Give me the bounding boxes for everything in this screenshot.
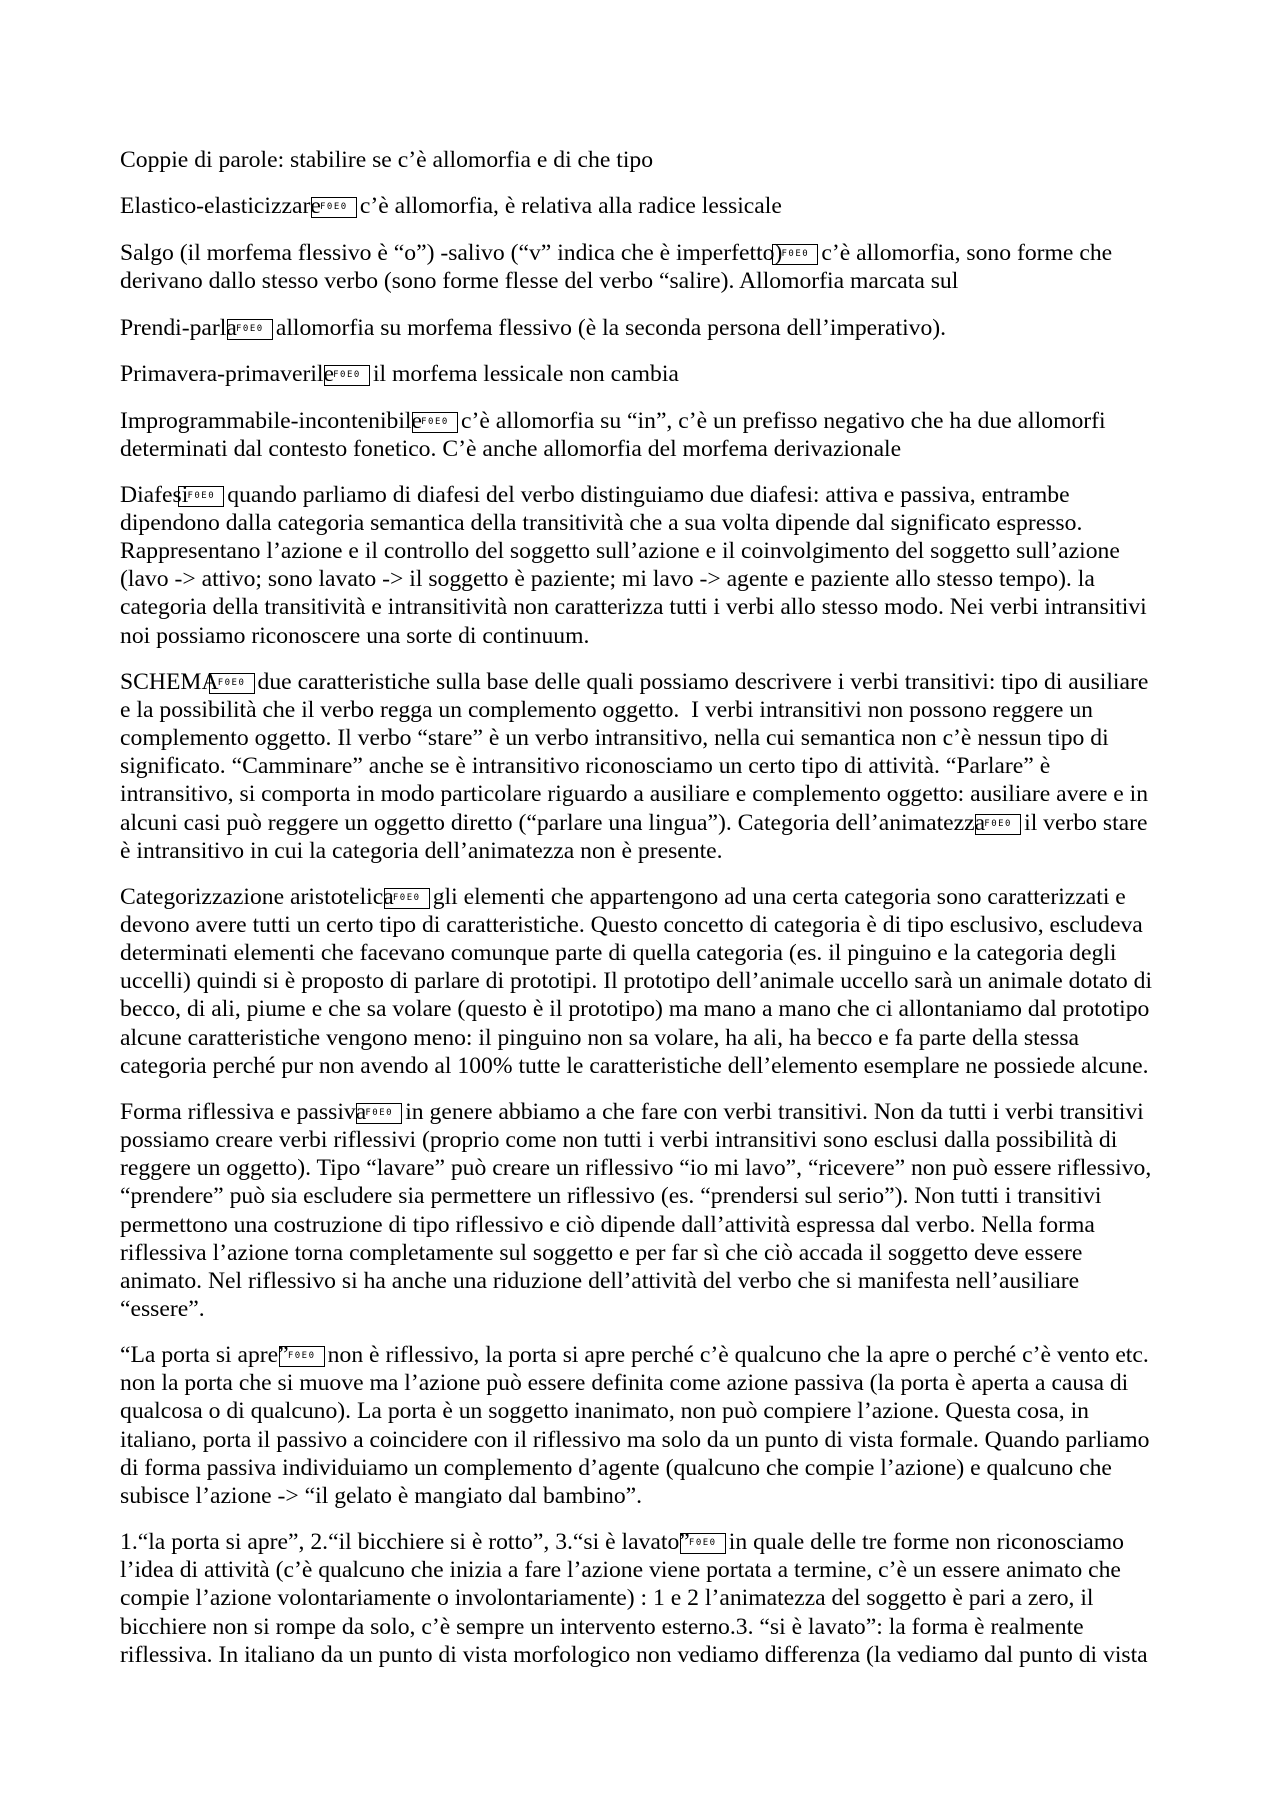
text-line: complemento oggetto. Il verbo “stare” è un verbo intransitivo, nella cui semantica non c’è nessun tipo di: [120, 725, 1109, 752]
text-line: riflessiva l’azione torna completamente sul soggetto e per far sì che ciò accada il soggetto deve essere: [120, 1239, 1083, 1266]
text-line: permettono una costruzione di tipo riflessivo e ciò dipende dall’attività espressa dal verbo. Nella forma: [120, 1211, 1095, 1238]
line-text-before: SCHEMA: [120, 669, 219, 696]
text-line: animato. Nel riflessivo si ha anche una riduzione dell’attività del verbo che si manifesta nell’ausiliare: [120, 1267, 1080, 1294]
text-line: devono avere tutti un certo tipo di caratteristiche. Questo concetto di categoria è di tipo esclusivo, escludeva: [120, 912, 1143, 939]
text-line: [120, 668, 1280, 696]
pair-primavera: [120, 360, 1280, 388]
text-line: determinati elementi che facevano comunque parte di quella categoria (es. il pinguino e la categoria degli: [120, 940, 1117, 967]
text-line: italiano, porta il passivo a coincidere con il riflessivo ma solo da un punto di vista formale. Quando parliamo: [120, 1426, 1150, 1453]
text-line: noi possiamo riconoscere una sorte di continuum.: [120, 622, 590, 649]
text-line: e la possibilità che il verbo regga un complemento oggetto. I verbi intransitivi non possono reggere un: [120, 697, 1093, 724]
text-line: [120, 1098, 1280, 1126]
text-line: Coppie di parole: stabilire se c’è allomorfia e di che tipo: [120, 147, 654, 173]
line-text-before: Improgrammabile-incontenibile: [120, 407, 422, 434]
line-text-before: Salgo (il morfema flessivo è “o”) -salivo (“v” indica che è imperfetto): [120, 239, 783, 266]
text-line: derivano dallo stesso verbo (sono forme flesse del verbo “salire). Allomorfia marcata sul: [120, 268, 959, 295]
text-line: becco, di ali, piume e che sa volare (questo è il prototipo) ma mano a mano che ci allontaniamo dal prototipo: [120, 996, 1150, 1023]
text-line: (lavo -> attivo; sono lavato -> il soggetto è paziente; mi lavo -> agente e paziente allo stesso tempo). la: [120, 566, 1095, 593]
text-line: intransitivo, si comporta in modo particolare riguardo a ausiliare e complemento oggetto: ausiliare avere e in: [120, 781, 1149, 808]
section-la-porta: [120, 1341, 1280, 1510]
section-schema: [120, 668, 1280, 865]
pair-elastico: [120, 192, 1280, 220]
text-line: [120, 360, 1280, 388]
text-line: [120, 192, 1280, 220]
missing-glyph-icon: F0E0: [279, 1346, 325, 1367]
text-line: non la porta che si muove ma l’azione può essere definita come azione passiva (la porta è aperta a causa di: [120, 1370, 1129, 1397]
text-line: “prendere” può sia escludere sia permettere un riflessivo (es. “prendersi sul serio”). Non tutti i transitivi: [120, 1183, 1102, 1210]
line-text-after: gli elementi che appartengono ad una certa categoria sono caratterizzati e: [432, 884, 1126, 911]
text-line: riflessiva. In italiano da un punto di vista morfologico non vediamo differenza (la vediamo dal punto di vista: [120, 1641, 1148, 1668]
line-text-after: non è riflessivo, la porta si apre perché c’è qualcuno che la apre o perché c’è vento etc.: [327, 1342, 1149, 1369]
text-line: è intransitivo in cui la categoria dell’animatezza non è presente.: [120, 837, 723, 864]
text-line: compie l’azione volontariamente o involontariamente) : 1 e 2 l’animatezza del soggetto è pari a zero, il: [120, 1585, 1094, 1612]
section-diafesi: [120, 481, 1280, 650]
line-text-before: Categorizzazione aristotelica: [120, 884, 394, 911]
text-line: bicchiere non si rompe da solo, c’è sempre un intervento esterno.3. “si è lavato”: la forma è realmente: [120, 1613, 1084, 1640]
text-line: [120, 481, 1280, 509]
line-text-after: in quale delle tre forme non riconosciamo: [728, 1529, 1124, 1556]
section-esempi: [120, 1528, 1280, 1668]
pair-salgo: [120, 239, 1280, 295]
line-text-after: due caratteristiche sulla base delle quali possiamo descrivere i verbi transitivi: tipo di ausiliare: [257, 669, 1149, 696]
line-text-before: Prendi-parla: [120, 314, 237, 341]
line-text-before: Diafesi: [120, 482, 189, 509]
line-text-before: Forma riflessiva e passiva: [120, 1099, 367, 1126]
text-line: [120, 407, 1280, 435]
text-line: qualcosa o di qualcuno). La porta è un soggetto inanimato, non può compiere l’azione. Questa cosa, in: [120, 1398, 1089, 1425]
text-line: [120, 239, 1280, 267]
missing-glyph-icon: F0E0: [975, 814, 1021, 835]
line-text-before: 1.“la porta si apre”, 2.“il bicchiere si è rotto”, 3.“si è lavato”: [120, 1529, 690, 1556]
missing-glyph-icon: F0E0: [227, 319, 273, 340]
text-line: alcune caratteristiche vengono meno: il pinguino non sa volare, ha ali, ha becco e fa parte della stessa: [120, 1024, 1080, 1051]
text-line: [120, 883, 1280, 911]
missing-glyph-icon: F0E0: [311, 197, 357, 218]
line-text-after: allomorfia su morfema flessivo (è la seconda persona dell’imperativo).: [275, 314, 947, 341]
line-text-before: “La porta si apre”: [120, 1342, 289, 1369]
missing-glyph-icon: F0E0: [680, 1533, 726, 1554]
missing-glyph-icon: F0E0: [324, 365, 370, 386]
line-text-after: c’è allomorfia, è relativa alla radice lessicale: [359, 193, 782, 220]
missing-glyph-icon: F0E0: [384, 888, 430, 909]
text-line: [120, 1341, 1280, 1369]
text-line: categoria della transitività e intransitività non caratterizza tutti i verbi allo stesso modo. Nei verbi intransitivi: [120, 594, 1147, 621]
text-line: [120, 314, 1280, 342]
line-text-before: alcuni casi può reggere un oggetto diretto (“parlare una lingua”). Categoria dell’animatezza: [120, 809, 986, 836]
text-line: Rappresentano l’azione e il controllo del soggetto sull’azione e il coinvolgimento del soggetto sull’azione: [120, 538, 1120, 565]
text-line: possiamo creare verbi riflessivi (proprio come non tutti i verbi intransitivi sono esclusi dalla possibilità di: [120, 1127, 1118, 1154]
text-line: significato. “Camminare” anche se è intransitivo riconosciamo un certo tipo di attività. “Parlare” è: [120, 753, 1051, 780]
line-text-after: c’è allomorfia, sono forme che: [821, 239, 1113, 266]
missing-glyph-icon: F0E0: [772, 244, 818, 265]
line-text-after: il verbo stare: [1024, 809, 1148, 836]
text-line: [120, 809, 1280, 837]
text-line: categoria perché pur non avendo al 100% tutte le caratteristiche dell’elemento esemplare ne possiede alcune.: [120, 1052, 1149, 1079]
line-text-after: quando parliamo di diafesi del verbo distinguiamo due diafesi: attiva e passiva, entrambe: [227, 482, 1070, 509]
line-text-after: il morfema lessicale non cambia: [372, 361, 679, 388]
text-line: di forma passiva individuiamo un complemento d’agente (qualcuno che compie l’azione) e qualcuno che: [120, 1454, 1112, 1481]
text-line: determinati dal contesto fonetico. C’è anche allomorfia del morfema derivazionale: [120, 435, 902, 462]
missing-glyph-icon: F0E0: [209, 673, 255, 694]
line-text-before: Primavera-primaverile: [120, 361, 334, 388]
missing-glyph-icon: F0E0: [178, 486, 224, 507]
section-categorizzazione: [120, 883, 1280, 1080]
line-text-before: Elastico-elasticizzare: [120, 193, 321, 220]
text-line: dipendono dalla categoria semantica della transitività che a sua volta dipende dal significato espresso.: [120, 510, 1083, 537]
text-line: [120, 1528, 1280, 1556]
text-line: uccelli) quindi si è proposto di parlare di prototipi. Il prototipo dell’animale uccello sarà un animale dotato di: [120, 968, 1153, 995]
missing-glyph-icon: F0E0: [356, 1103, 402, 1124]
missing-glyph-icon: F0E0: [412, 412, 458, 433]
text-line: “essere”.: [120, 1295, 205, 1322]
line-text-after: in genere abbiamo a che fare con verbi transitivi. Non da tutti i verbi transitivi: [405, 1099, 1144, 1126]
pair-improgrammabile: [120, 407, 1280, 463]
text-line: l’idea di attività (c’è qualcuno che inizia a fare l’azione viene portata a termine, c’è un essere animato che: [120, 1557, 1121, 1584]
line-text-after: c’è allomorfia su “in”, c’è un prefisso negativo che ha due allomorfi: [460, 407, 1106, 434]
text-line: reggere un oggetto). Tipo “lavare” può creare un riflessivo “io mi lavo”, “ricevere” non può essere riflessivo,: [120, 1155, 1152, 1182]
section-forma-riflessiva: [120, 1098, 1280, 1323]
text-line: subisce l’azione -> “il gelato è mangiato dal bambino”.: [120, 1482, 643, 1509]
pair-prendi: [120, 314, 1280, 342]
exercise-heading: [120, 146, 1280, 174]
